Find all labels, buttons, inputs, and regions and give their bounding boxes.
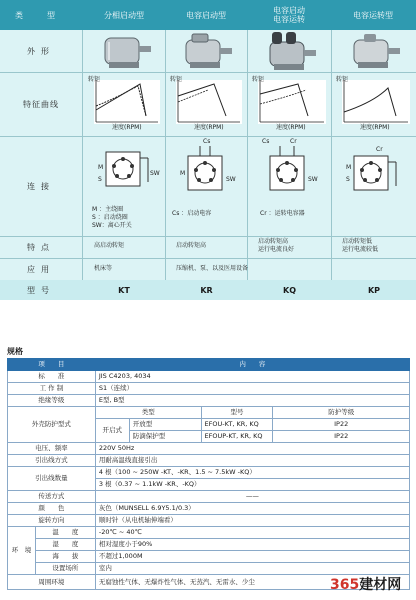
spec-lead-method-label: 引出线方式 [8, 455, 96, 467]
spec-protect-drip-ip: IP22 [273, 431, 410, 443]
curve-y-label-kq: 转矩 [252, 76, 265, 83]
spec-env-humidity-label: 湿 度 [35, 539, 95, 551]
motor-image-kq [260, 32, 322, 72]
conn-cr-kq: Cr [290, 138, 297, 145]
spec-voltage-value: 220V 50Hz [95, 443, 409, 455]
spec-protect-open-label: 开启式 [95, 419, 129, 443]
col-header-split-phase: 分相启动型 [104, 10, 144, 20]
spec-env-location-value: 室内 [95, 563, 409, 575]
conn-cs-kq: Cs [262, 138, 270, 145]
divider [165, 30, 166, 300]
table-row [8, 551, 410, 563]
spec-protect-drip-model: EFOUP-KT, KR, KQ [201, 431, 273, 443]
curve-y-label-kr: 转矩 [170, 76, 183, 83]
model-kr: KR [200, 285, 213, 295]
curve-x-label-kr: 速度(RPM) [194, 124, 224, 131]
connection-diagram-kq [256, 142, 322, 202]
table-row [8, 371, 410, 383]
conn-cs-kr: Cs [203, 138, 211, 145]
type-header-label: 类 型 [15, 10, 63, 20]
table-row [8, 395, 410, 407]
model-kq: KQ [283, 285, 296, 295]
legend-run-capacitor: Cr ：运转电容器 [260, 210, 305, 217]
divider [82, 30, 83, 300]
curve-y-label-kp: 转矩 [336, 76, 349, 83]
spec-env-altitude-value: 不超过1,000M [95, 551, 409, 563]
spec-table [7, 358, 410, 590]
spec-protect-open-type: 开放型 [129, 419, 201, 431]
conn-sw-kt: SW [150, 170, 160, 177]
feature-kq: 启动转矩高 运行电流良好 [258, 238, 295, 253]
curve-x-label-kq: 速度(RPM) [276, 124, 306, 131]
conn-sw-kq: SW [308, 176, 318, 183]
spec-standard-label: 标 准 [8, 371, 96, 383]
conn-m-kt: M [98, 164, 104, 171]
legend-main-winding: M ：主绕圈 [92, 206, 124, 213]
spec-standard-value: JIS C4203, 4034 [95, 371, 409, 383]
application-kt: 机床等 [94, 265, 113, 272]
spec-rotation-value: 顺时针（从电机轴伸端看） [95, 515, 409, 527]
curve-x-label-kt: 速度(RPM) [112, 124, 142, 131]
spec-env-location-label: 设置场所 [35, 563, 95, 575]
watermark-text: 建材网 [359, 577, 402, 593]
spec-lead-method-value: 用耐高温线直接引出 [95, 455, 409, 467]
motor-image-kr [176, 32, 238, 72]
divider [331, 30, 332, 300]
table-row [8, 455, 410, 467]
spec-env-temp-value: -20℃ ~ 40℃ [95, 527, 409, 539]
spec-protect-open-ip: IP22 [273, 419, 410, 431]
spec-lead-count-value-1: 4 根（100 ~ 250W -KT、-KR、1.5 ~ 7.5kW -KQ） [95, 467, 409, 479]
watermark-logo [330, 574, 401, 594]
feature-kp: 启动转矩低 运行电流较低 [342, 238, 379, 253]
watermark-number: 365 [330, 577, 360, 593]
spec-ambient-label: 周围环境 [8, 575, 96, 590]
spec-header-item: 项 目 [8, 359, 96, 371]
spec-duty-value: S1（连续） [95, 383, 409, 395]
table-row [8, 467, 410, 479]
spec-env-label: 环 境 [8, 527, 36, 575]
spec-protect-label: 外壳防护型式 [8, 407, 96, 443]
spec-table-container [7, 358, 410, 590]
connection-diagram-kt [92, 142, 158, 202]
divider [0, 136, 416, 137]
conn-sw-kr: SW [226, 176, 236, 183]
spec-env-temp-label: 温 度 [35, 527, 95, 539]
motor-image-kt [95, 32, 155, 72]
table-row [8, 383, 410, 395]
spec-duty-label: 工 作 制 [8, 383, 96, 395]
conn-s-kt: S [98, 176, 102, 183]
legend-centrifugal-switch: SW：离心开关 [92, 222, 132, 229]
row-label-model: 型号 [27, 285, 55, 295]
spec-protect-type-header: 类型 [95, 407, 201, 419]
row-label-connection: 连接 [27, 181, 55, 191]
spec-protect-model-header: 型号 [201, 407, 273, 419]
curve-y-label-kt: 转矩 [88, 76, 101, 83]
spec-title: 规格 [7, 347, 23, 356]
spec-rotation-label: 旋转方向 [8, 515, 96, 527]
table-row [8, 503, 410, 515]
col-header-cap-start-run: 电容启动 电容运转 [273, 6, 305, 24]
feature-kr: 启动转矩高 [176, 242, 207, 249]
connection-diagram-kp [340, 142, 406, 202]
application-kr-kq: 压缩机、泵、以及医用设备 [176, 265, 249, 272]
legend-start-capacitor: Cs ：启动电容 [172, 210, 212, 217]
table-row [8, 443, 410, 455]
table-row [8, 539, 410, 551]
spec-transmission-label: 传送方式 [8, 491, 96, 503]
row-label-application: 应用 [27, 264, 55, 274]
spec-ambient-value: 无腐蚀性气体、无爆炸性气体、无蒸汽、无雷水、少尘 [95, 575, 409, 590]
conn-m-kr: M [180, 170, 186, 177]
spec-env-humidity-value: 相对湿度小于90% [95, 539, 409, 551]
row-label-feature: 特点 [27, 242, 55, 252]
divider [0, 258, 416, 259]
divider [247, 30, 248, 300]
spec-header-row [8, 359, 410, 371]
row-label-curve: 特征曲线 [23, 99, 59, 109]
col-header-cap-start: 电容启动型 [186, 10, 226, 20]
table-row [8, 407, 410, 419]
spec-lead-count-label: 引出线数量 [8, 467, 96, 491]
feature-kt: 高启动转矩 [94, 242, 125, 249]
motor-image-kp [344, 32, 406, 72]
legend-start-winding: S ：启动绕圈 [92, 214, 128, 221]
conn-m-kp: M [346, 164, 352, 171]
table-row [8, 491, 410, 503]
spec-env-altitude-label: 海 拔 [35, 551, 95, 563]
table-row [8, 515, 410, 527]
spec-insulation-value: E型, B型 [95, 395, 409, 407]
spec-lead-count-value-2: 3 根（0.37 ~ 1.1kW -KR、-KQ） [95, 479, 409, 491]
conn-s-kp: S [346, 176, 350, 183]
spec-transmission-value: —— [95, 491, 409, 503]
row-label-appearance: 外形 [27, 46, 55, 56]
curve-x-label-kp: 速度(RPM) [360, 124, 390, 131]
spec-protect-ip-header: 防护等级 [273, 407, 410, 419]
table-row [8, 527, 410, 539]
spec-header-content: 内 容 [95, 359, 409, 371]
model-kt: KT [118, 285, 130, 295]
spec-protect-drip-type: 防滴保护型 [129, 431, 201, 443]
divider [0, 236, 416, 237]
spec-insulation-label: 绝缘等级 [8, 395, 96, 407]
col-header-cap-run: 电容运转型 [353, 10, 393, 20]
divider [0, 72, 416, 73]
spec-voltage-label: 电压、频率 [8, 443, 96, 455]
spec-protect-open-model: EFOU-KT, KR, KQ [201, 419, 273, 431]
spec-color-label: 颜 色 [8, 503, 96, 515]
spec-color-value: 灰色（MUNSELL 6.9Y5.1/0.3） [95, 503, 409, 515]
conn-cr-kp: Cr [376, 146, 383, 153]
table-row [8, 563, 410, 575]
model-kp: KP [367, 285, 381, 295]
